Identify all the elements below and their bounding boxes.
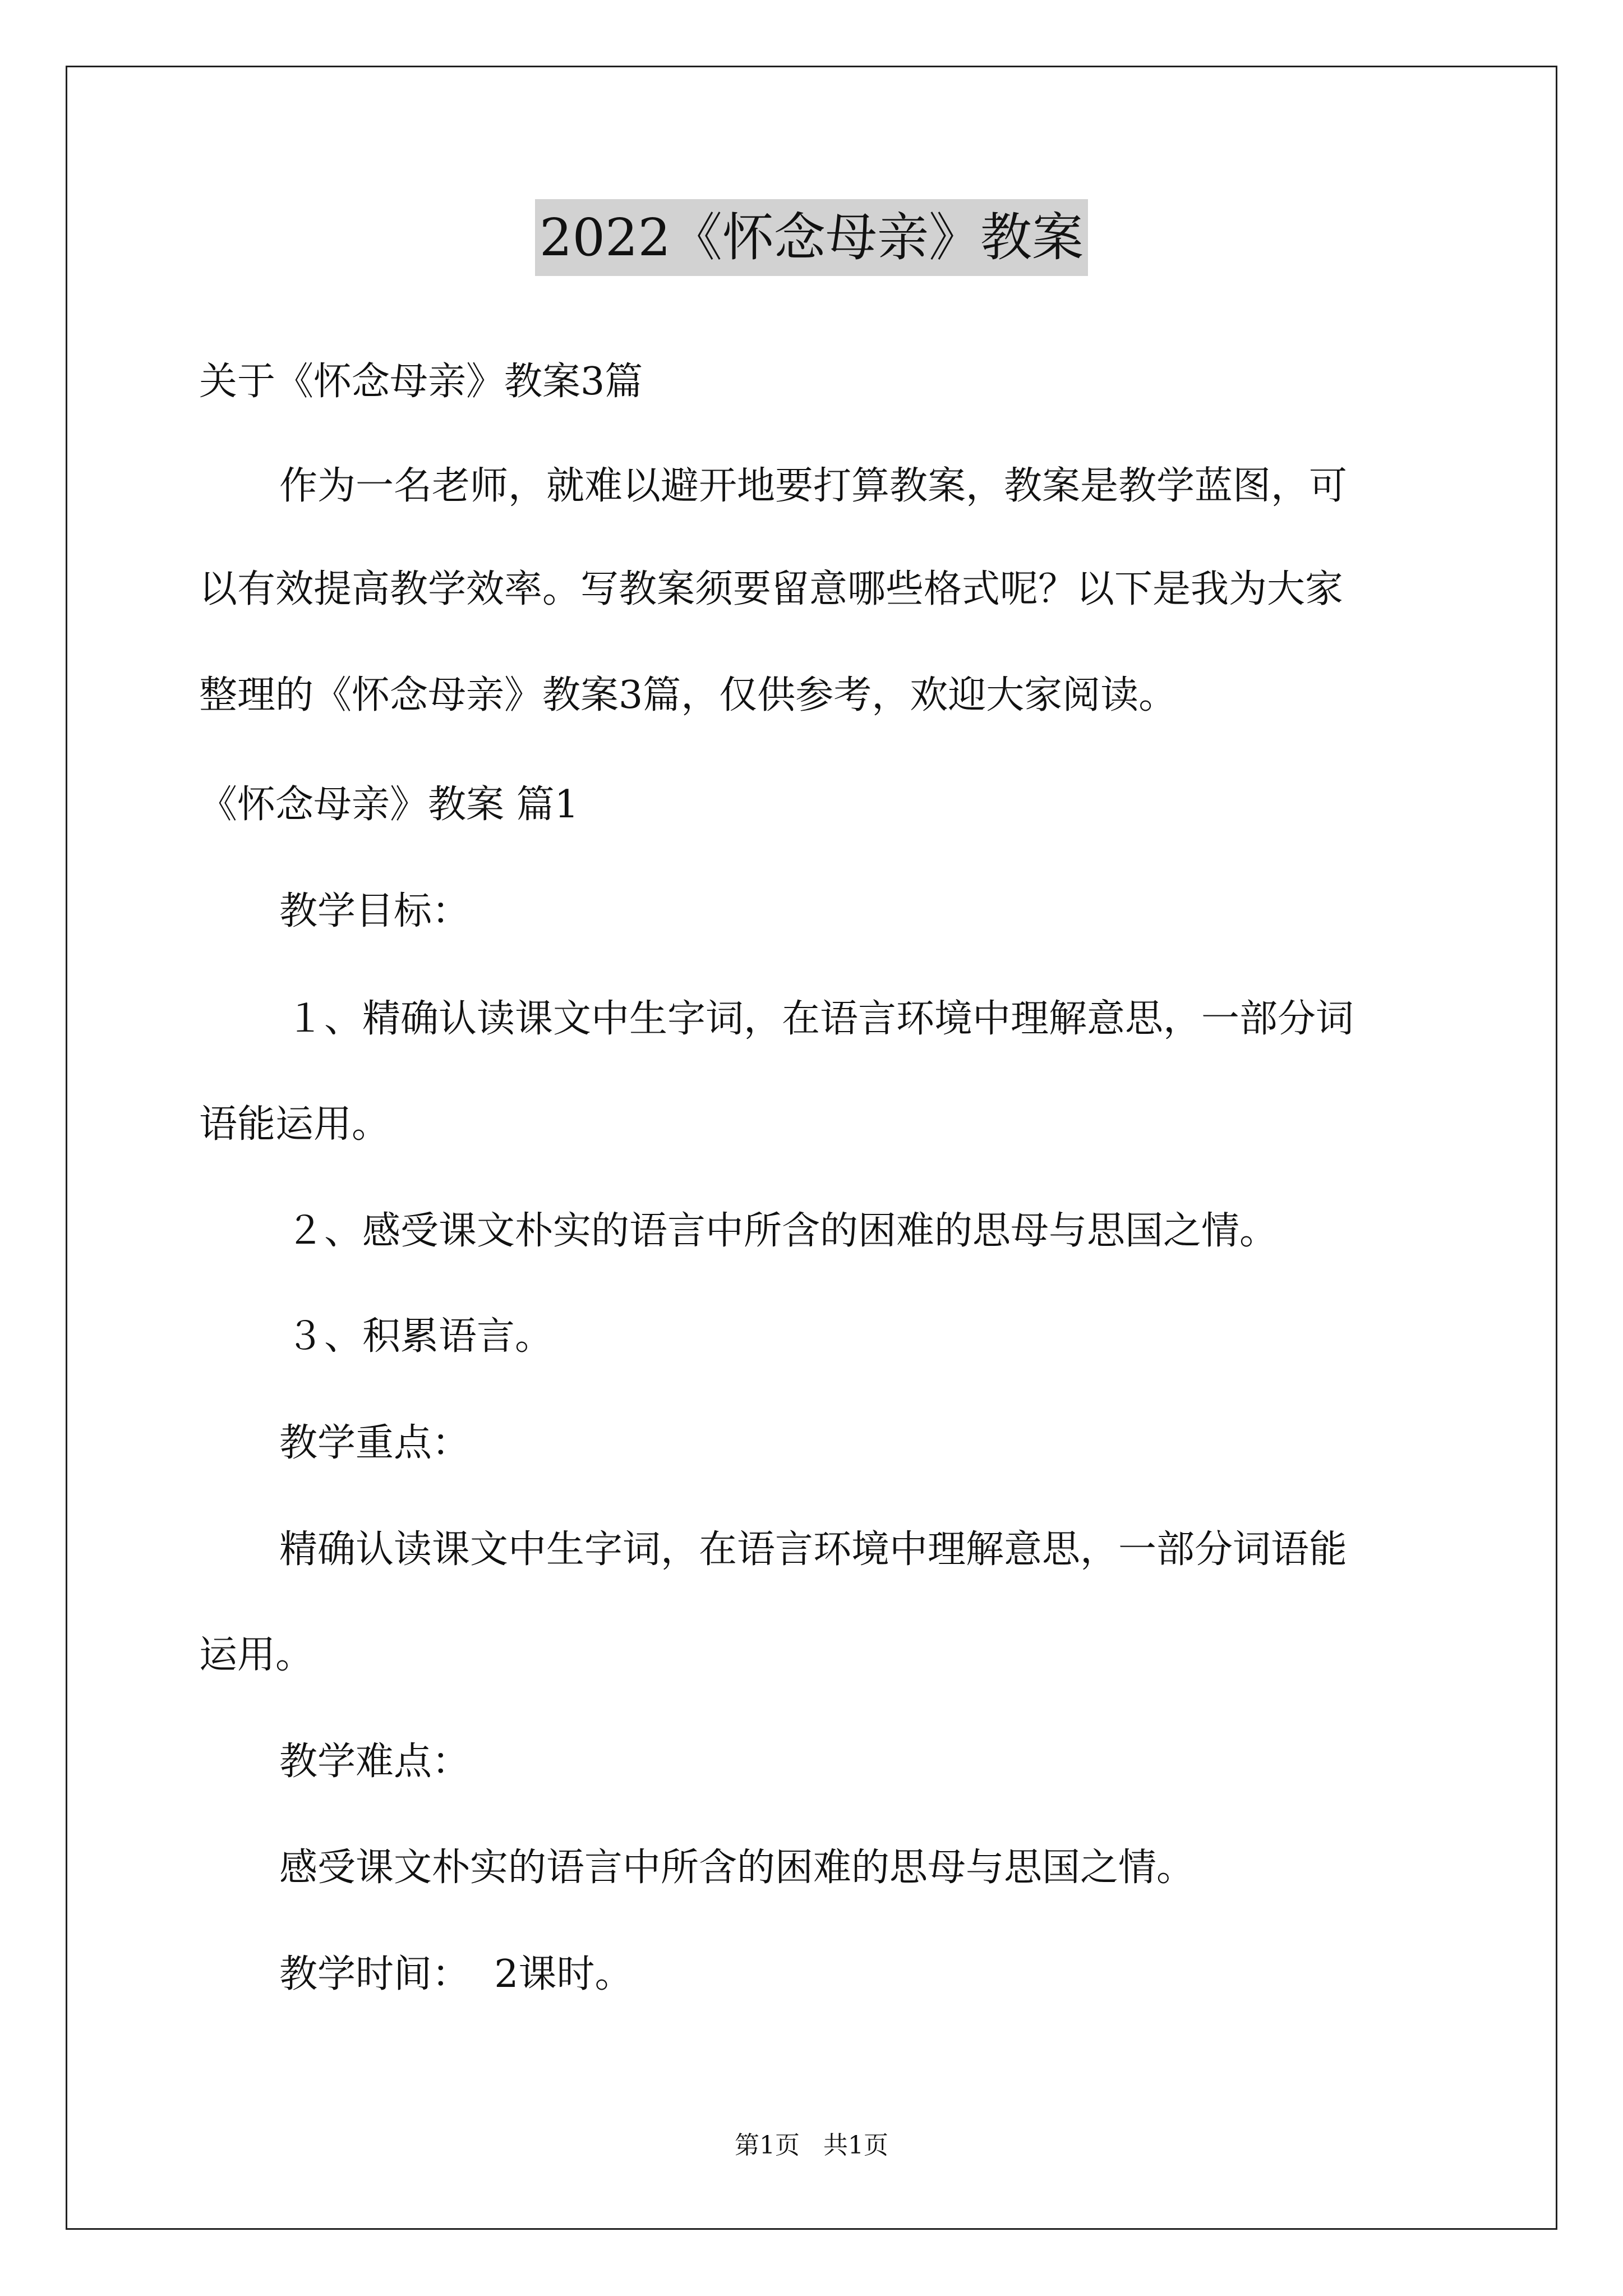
goal-2: ２、感受课文朴实的语言中所含的困难的思母与思国之情。	[286, 1209, 1278, 1253]
document-subtitle: 关于《怀念母亲》教案3篇	[199, 360, 643, 404]
intro-line-1: 作为一名老师，就难以避开地要打算教案，教案是教学蓝图，可	[279, 464, 1348, 508]
section-heading: 《怀念母亲》教案 篇1	[199, 783, 579, 827]
goal-1-line-2: 语能运用。	[199, 1102, 390, 1147]
intro-line-2: 以有效提高教学效率。写教案须要留意哪些格式呢？以下是我为大家	[199, 567, 1344, 611]
key-text-line-2: 运用。	[199, 1633, 314, 1677]
key-label: 教学重点：	[279, 1421, 471, 1465]
goals-label: 教学目标：	[279, 889, 471, 933]
goal-3: ３、积累语言。	[286, 1314, 554, 1359]
key-text-line-1: 精确认读课文中生字词，在语言环境中理解意思，一部分词语能	[279, 1527, 1348, 1572]
title-wrapper	[0, 199, 1623, 276]
teaching-time: 教学时间： 2课时。	[279, 1952, 633, 1996]
difficulty-label: 教学难点：	[279, 1740, 471, 1784]
document-title: 2022《怀念母亲》教案	[535, 199, 1088, 276]
goal-1-line-1: １、精确认读课文中生字词，在语言环境中理解意思，一部分词	[286, 997, 1354, 1041]
difficulty-text: 感受课文朴实的语言中所含的困难的思母与思国之情。	[279, 1846, 1195, 1890]
intro-line-3: 整理的《怀念母亲》教案3篇，仅供参考，欢迎大家阅读。	[199, 673, 1177, 717]
page-footer: 第1页 共1页	[735, 2131, 888, 2160]
